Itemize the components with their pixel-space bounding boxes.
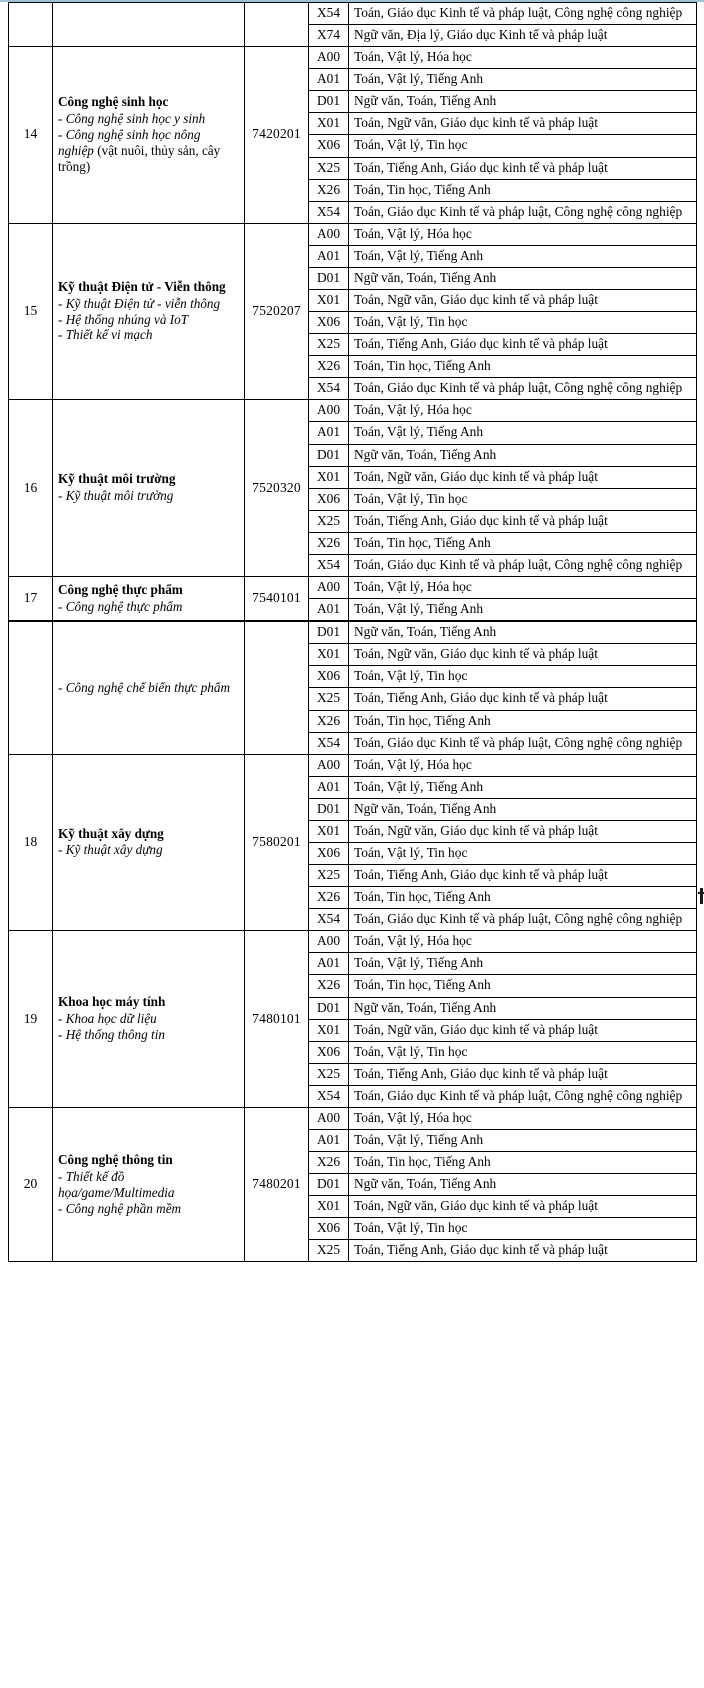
cell-combination-code: X01 xyxy=(309,1019,349,1041)
major-title: Kỹ thuật môi trường xyxy=(58,471,176,487)
cell-major-code: 7480101 xyxy=(245,931,309,1108)
major-specialization xyxy=(58,488,239,504)
cell-combination-code: X54 xyxy=(309,378,349,400)
cell-combination-subjects: Ngữ văn, Toán, Tiếng Anh xyxy=(349,91,697,113)
cell-combination-subjects: Toán, Giáo dục Kinh tế và pháp luật, Công nghệ công nghiệp xyxy=(349,1085,697,1107)
cell-combination-subjects: Toán, Vật lý, Tiếng Anh xyxy=(349,599,697,622)
cell-combination-code: A01 xyxy=(309,953,349,975)
cell-combination-subjects: Toán, Giáo dục Kinh tế và pháp luật, Công nghệ công nghiệp xyxy=(349,554,697,576)
cell-combination-code: X25 xyxy=(309,688,349,710)
specialization-name: - Công nghệ sinh học nông nghiệp xyxy=(58,127,201,158)
cell-combination-code: X25 xyxy=(309,510,349,532)
cell-major xyxy=(53,400,245,577)
cell-combination-subjects: Ngữ văn, Toán, Tiếng Anh xyxy=(349,1174,697,1196)
cell-combination-code: X06 xyxy=(309,842,349,864)
cell-combination-subjects: Toán, Vật lý, Hóa học xyxy=(349,400,697,422)
cell-combination-code: X26 xyxy=(309,356,349,378)
major-specialization xyxy=(58,1169,239,1201)
major-specialization xyxy=(58,312,239,328)
cell-combination-subjects: Toán, Vật lý, Hóa học xyxy=(349,47,697,69)
cell-stt xyxy=(9,621,53,754)
cell-combination-subjects: Toán, Vật lý, Tiếng Anh xyxy=(349,245,697,267)
table-row xyxy=(9,223,697,245)
cell-combination-code: X06 xyxy=(309,135,349,157)
cell-combination-subjects: Toán, Vật lý, Hóa học xyxy=(349,223,697,245)
cell-combination-subjects: Toán, Tin học, Tiếng Anh xyxy=(349,179,697,201)
cell-major xyxy=(53,1107,245,1262)
cell-combination-code: X25 xyxy=(309,865,349,887)
specialization-name: - Hệ thống nhúng và IoT xyxy=(58,311,189,327)
cell-combination-code: X26 xyxy=(309,179,349,201)
cell-major-code: 7580201 xyxy=(245,754,309,931)
cell-combination-code: A01 xyxy=(309,245,349,267)
cell-combination-subjects: Toán, Tin học, Tiếng Anh xyxy=(349,975,697,997)
cell-combination-code: D01 xyxy=(309,621,349,644)
cell-stt: 19 xyxy=(9,931,53,1108)
specialization-name: - Công nghệ sinh học y sinh xyxy=(58,111,206,127)
cell-major xyxy=(53,931,245,1108)
major-title: Công nghệ sinh học xyxy=(58,94,169,110)
cell-combination-code: A00 xyxy=(309,577,349,599)
cell-stt: 20 xyxy=(9,1107,53,1262)
table-row xyxy=(9,621,697,644)
cell-combination-code: X01 xyxy=(309,113,349,135)
cell-combination-code: A00 xyxy=(309,400,349,422)
cell-combination-code: A00 xyxy=(309,754,349,776)
cell-combination-subjects: Toán, Vật lý, Hóa học xyxy=(349,1107,697,1129)
cell-combination-subjects: Ngữ văn, Toán, Tiếng Anh xyxy=(349,444,697,466)
cell-combination-code: X01 xyxy=(309,290,349,312)
cell-combination-code: D01 xyxy=(309,444,349,466)
cell-combination-code: X25 xyxy=(309,334,349,356)
cell-combination-code: D01 xyxy=(309,798,349,820)
cell-major-code: 7480201 xyxy=(245,1107,309,1262)
cell-stt: 18 xyxy=(9,754,53,931)
cell-combination-code: D01 xyxy=(309,91,349,113)
cell-combination-subjects: Toán, Tiếng Anh, Giáo dục kinh tế và pháp luật xyxy=(349,688,697,710)
cell-stt: 15 xyxy=(9,223,53,400)
major-title: Kỹ thuật Điện tử - Viễn thông xyxy=(58,278,226,294)
major-title: Khoa học máy tính xyxy=(58,994,166,1010)
cell-combination-subjects: Ngữ văn, Toán, Tiếng Anh xyxy=(349,997,697,1019)
specialization-name: - Thiết kế vi mạch xyxy=(58,327,153,343)
cell-combination-code: A01 xyxy=(309,776,349,798)
table-row xyxy=(9,754,697,776)
admissions-table xyxy=(8,2,697,1262)
cell-combination-code: X06 xyxy=(309,1218,349,1240)
specialization-name: - Công nghệ thực phẩm xyxy=(58,598,183,614)
cell-combination-code: X26 xyxy=(309,710,349,732)
major-specialization xyxy=(58,1011,239,1027)
cell-combination-subjects: Toán, Tin học, Tiếng Anh xyxy=(349,887,697,909)
cell-combination-code: X06 xyxy=(309,488,349,510)
cell-combination-subjects: Toán, Ngữ văn, Giáo dục kinh tế và pháp luật xyxy=(349,644,697,666)
page-edge-artifact xyxy=(700,888,703,904)
major-title: Công nghệ thông tin xyxy=(58,1151,173,1167)
cell-combination-code: X06 xyxy=(309,1041,349,1063)
cell-combination-code: A00 xyxy=(309,1107,349,1129)
cell-combination-subjects: Toán, Tiếng Anh, Giáo dục kinh tế và pháp luật xyxy=(349,510,697,532)
cell-combination-code: X26 xyxy=(309,975,349,997)
major-specialization xyxy=(58,327,239,343)
cell-combination-subjects: Toán, Giáo dục Kinh tế và pháp luật, Công nghệ công nghiệp xyxy=(349,909,697,931)
cell-major-code xyxy=(245,3,309,47)
cell-combination-code: X06 xyxy=(309,666,349,688)
cell-combination-subjects: Toán, Giáo dục Kinh tế và pháp luật, Công nghệ công nghiệp xyxy=(349,201,697,223)
cell-combination-code: X26 xyxy=(309,887,349,909)
cell-combination-subjects: Toán, Ngữ văn, Giáo dục kinh tế và pháp luật xyxy=(349,290,697,312)
major-specialization xyxy=(58,127,239,175)
cell-combination-code: X06 xyxy=(309,312,349,334)
cell-combination-code: A00 xyxy=(309,931,349,953)
cell-combination-code: X54 xyxy=(309,3,349,25)
cell-combination-code: X25 xyxy=(309,1240,349,1262)
cell-combination-code: A01 xyxy=(309,599,349,622)
page-edge-artifact-tick xyxy=(698,892,704,894)
specialization-name: - Kỹ thuật xây dựng xyxy=(58,842,163,858)
cell-stt: 14 xyxy=(9,47,53,224)
cell-major-code: 7520207 xyxy=(245,223,309,400)
cell-combination-subjects: Ngữ văn, Địa lý, Giáo dục Kinh tế và pháp luật xyxy=(349,25,697,47)
specialization-name: - Hệ thống thông tin xyxy=(58,1027,165,1043)
specialization-note: (vật nuôi, thủy sản, cây trồng) xyxy=(58,142,221,174)
cell-combination-subjects: Toán, Vật lý, Tin học xyxy=(349,842,697,864)
major-specialization xyxy=(58,1201,239,1217)
cell-combination-code: A00 xyxy=(309,223,349,245)
cell-combination-subjects: Toán, Tin học, Tiếng Anh xyxy=(349,710,697,732)
cell-combination-subjects: Toán, Ngữ văn, Giáo dục kinh tế và pháp luật xyxy=(349,1019,697,1041)
specialization-name: - Công nghệ chế biến thực phẩm xyxy=(58,679,230,695)
cell-combination-code: X54 xyxy=(309,554,349,576)
cell-major xyxy=(53,3,245,47)
cell-combination-subjects: Toán, Giáo dục Kinh tế và pháp luật, Công nghệ công nghiệp xyxy=(349,378,697,400)
major-specialization xyxy=(58,842,239,858)
specialization-name: - Công nghệ phần mềm xyxy=(58,1200,182,1216)
cell-combination-subjects: Toán, Tiếng Anh, Giáo dục kinh tế và pháp luật xyxy=(349,1240,697,1262)
cell-combination-code: X26 xyxy=(309,532,349,554)
cell-major xyxy=(53,223,245,400)
major-specialization xyxy=(58,111,239,127)
cell-combination-subjects: Toán, Vật lý, Hóa học xyxy=(349,754,697,776)
cell-stt xyxy=(9,3,53,47)
cell-combination-subjects: Toán, Vật lý, Tiếng Anh xyxy=(349,69,697,91)
admissions-table-body xyxy=(9,3,697,1262)
cell-major-code: 7540101 xyxy=(245,577,309,622)
cell-combination-subjects: Toán, Vật lý, Tin học xyxy=(349,488,697,510)
table-row xyxy=(9,47,697,69)
cell-combination-subjects: Ngữ văn, Toán, Tiếng Anh xyxy=(349,798,697,820)
cell-combination-subjects: Toán, Vật lý, Hóa học xyxy=(349,931,697,953)
table-row xyxy=(9,400,697,422)
major-specialization xyxy=(58,1027,239,1043)
cell-major-code xyxy=(245,621,309,754)
cell-combination-subjects: Toán, Ngữ văn, Giáo dục kinh tế và pháp luật xyxy=(349,820,697,842)
cell-combination-code: D01 xyxy=(309,267,349,289)
major-title: Công nghệ thực phẩm xyxy=(58,581,183,597)
cell-combination-subjects: Toán, Giáo dục Kinh tế và pháp luật, Công nghệ công nghiệp xyxy=(349,3,697,25)
table-row xyxy=(9,577,697,599)
table-row xyxy=(9,931,697,953)
major-title: Kỹ thuật xây dựng xyxy=(58,825,164,841)
cell-combination-code: X01 xyxy=(309,644,349,666)
cell-combination-code: A01 xyxy=(309,1129,349,1151)
cell-combination-subjects: Toán, Vật lý, Tin học xyxy=(349,135,697,157)
cell-combination-code: X01 xyxy=(309,820,349,842)
cell-combination-subjects: Toán, Vật lý, Tin học xyxy=(349,1218,697,1240)
major-specialization xyxy=(58,296,239,312)
cell-combination-subjects: Toán, Tin học, Tiếng Anh xyxy=(349,356,697,378)
cell-combination-subjects: Toán, Ngữ văn, Giáo dục kinh tế và pháp luật xyxy=(349,113,697,135)
cell-major xyxy=(53,754,245,931)
cell-combination-subjects: Toán, Tiếng Anh, Giáo dục kinh tế và pháp luật xyxy=(349,157,697,179)
cell-combination-subjects: Toán, Vật lý, Tiếng Anh xyxy=(349,776,697,798)
cell-combination-code: X54 xyxy=(309,909,349,931)
cell-combination-subjects: Toán, Vật lý, Hóa học xyxy=(349,577,697,599)
specialization-name: - Kỹ thuật môi trường xyxy=(58,488,174,504)
specialization-name: - Kỹ thuật Điện tử - viễn thông xyxy=(58,295,221,311)
cell-major-code: 7420201 xyxy=(245,47,309,224)
specialization-name: - Thiết kế đồ họa/game/Multimedia xyxy=(58,1168,175,1200)
cell-combination-subjects: Toán, Giáo dục Kinh tế và pháp luật, Công nghệ công nghiệp xyxy=(349,732,697,754)
cell-combination-subjects: Toán, Tiếng Anh, Giáo dục kinh tế và pháp luật xyxy=(349,334,697,356)
cell-combination-code: A01 xyxy=(309,422,349,444)
cell-combination-subjects: Toán, Vật lý, Tin học xyxy=(349,312,697,334)
cell-combination-code: A01 xyxy=(309,69,349,91)
cell-combination-code: X54 xyxy=(309,1085,349,1107)
cell-combination-subjects: Toán, Tiếng Anh, Giáo dục kinh tế và pháp luật xyxy=(349,865,697,887)
table-row xyxy=(9,1107,697,1129)
cell-combination-code: X54 xyxy=(309,732,349,754)
admissions-table-container xyxy=(8,2,696,1262)
cell-major xyxy=(53,621,245,754)
cell-combination-code: D01 xyxy=(309,997,349,1019)
major-specialization xyxy=(58,599,239,615)
cell-combination-code: A00 xyxy=(309,47,349,69)
cell-combination-subjects: Toán, Tin học, Tiếng Anh xyxy=(349,532,697,554)
cell-stt: 16 xyxy=(9,400,53,577)
cell-combination-code: X25 xyxy=(309,157,349,179)
cell-major xyxy=(53,577,245,622)
table-row xyxy=(9,3,697,25)
cell-stt: 17 xyxy=(9,577,53,622)
cell-combination-code: X26 xyxy=(309,1152,349,1174)
major-specialization xyxy=(58,680,239,696)
cell-combination-subjects: Toán, Vật lý, Tin học xyxy=(349,1041,697,1063)
cell-combination-code: X25 xyxy=(309,1063,349,1085)
cell-combination-subjects: Toán, Vật lý, Tiếng Anh xyxy=(349,1129,697,1151)
cell-combination-code: X01 xyxy=(309,466,349,488)
cell-combination-subjects: Toán, Vật lý, Tiếng Anh xyxy=(349,953,697,975)
cell-major-code: 7520320 xyxy=(245,400,309,577)
cell-combination-code: X01 xyxy=(309,1196,349,1218)
cell-combination-subjects: Toán, Ngữ văn, Giáo dục kinh tế và pháp luật xyxy=(349,1196,697,1218)
specialization-name: - Khoa học dữ liệu xyxy=(58,1011,157,1027)
cell-combination-subjects: Toán, Ngữ văn, Giáo dục kinh tế và pháp luật xyxy=(349,466,697,488)
cell-combination-subjects: Toán, Tin học, Tiếng Anh xyxy=(349,1152,697,1174)
cell-combination-subjects: Toán, Vật lý, Tin học xyxy=(349,666,697,688)
cell-combination-code: D01 xyxy=(309,1174,349,1196)
cell-combination-subjects: Ngữ văn, Toán, Tiếng Anh xyxy=(349,621,697,644)
cell-combination-code: X54 xyxy=(309,201,349,223)
cell-combination-subjects: Toán, Tiếng Anh, Giáo dục kinh tế và pháp luật xyxy=(349,1063,697,1085)
cell-major xyxy=(53,47,245,224)
cell-combination-subjects: Toán, Vật lý, Tiếng Anh xyxy=(349,422,697,444)
cell-combination-subjects: Ngữ văn, Toán, Tiếng Anh xyxy=(349,267,697,289)
cell-combination-code: X74 xyxy=(309,25,349,47)
